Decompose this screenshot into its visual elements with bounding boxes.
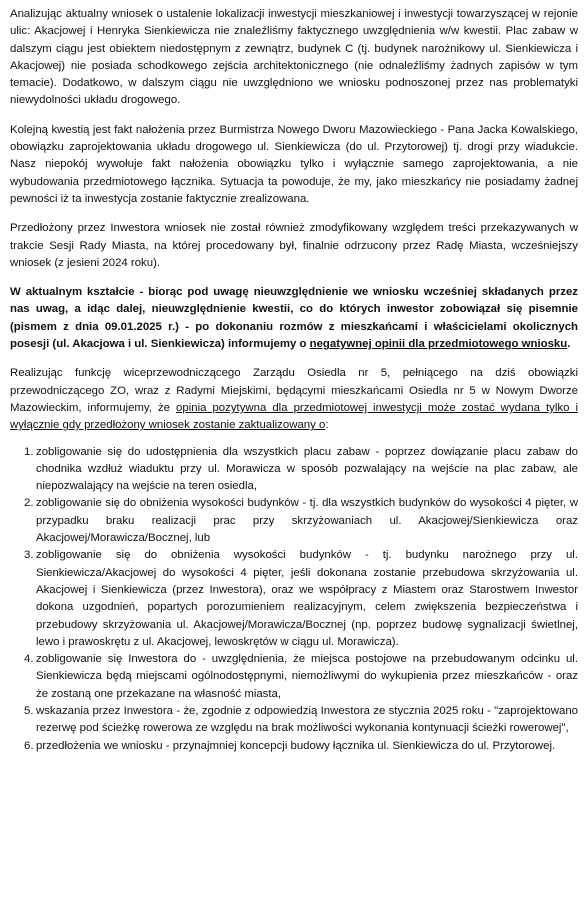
paragraph-1: Analizując aktualny wniosek o ustalenie lokalizacji inwestycji mieszkaniowej i inwestycji towarzyszącej w rejonie ulic: Akacjowej i Henryka Sienkiewicza nie znaleźliśmy faktycznego uwzględnienia w/w kwestii. Plac zabaw w dalszym ciągu jest obiektem niedostępnym z zewnątrz, budynek C (tj. budynek narożnikowy ul. Sienkiewicza i Akacjowej) nie posiada schodkowego zejścia architektonicznego (nie odnaleźliśmy żadnych zapisów w tym temacie). Dodatkowo, w dalszym ciągu nie uwzględniono we wniosku podnoszonej przez nas problematyki niewydolności układu drogowego. <box>10 8 578 107</box>
positive-opinion-phrase: opinia pozytywna dla przedmiotowej inwestycji może zostać wydana tylko i wyłącznie gdy przedłożony wniosek zostanie zaktualizowany o <box>10 401 578 432</box>
paragraph-3: Przedłożony przez Inwestora wniosek nie został również zmodyfikowany względem treści przekazywanych w trakcie Sesji Rady Miasta, na której procedowany był, finalnie odrzucony przez Radę Miasta, wcześniejszy wniosek (z jesieni 2024 roku). <box>10 222 578 269</box>
paragraph-5-text: Realizując funkcję wiceprzewodniczącego Zarządu Osiedla nr 5, pełniącego na dziś obowiązki przewodniczącego ZO, wraz z Radymi Miejskimi, będącymi mieszkańcami Osiedla nr 5 w Nowym Dworze Mazowieckim, informujemy, że <box>10 367 578 414</box>
list-item-text: zobligowanie się do obniżenia wysokości budynków - tj. budynku narożnego przy ul. Sienkiewicza/Akacjowej do wysokości 4 pięter, jeśli dokonana zostanie przebudowa skrzyżowania ul. Akacjowej i Sienkiewicza (przez Inwestora), oraz we współpracy z Miastem oraz Starostwem Inwestor dokona uzgodnień, popartych porozumieniem realizacyjnym, celem zwiększenia bezpieczeństwa i przebudowy skrzyżowania ul. Akacjowej/Morawicza/Bocznej (np. poprzez budowę sygnalizacji świetlnej, lewo i prawoskrętu z ul. Akacjowej, lewoskrętów w ciągu ul. Morawicza). <box>36 549 578 648</box>
list-item <box>10 703 578 738</box>
list-item-number: 2. <box>24 497 34 510</box>
paragraph-2: Kolejną kwestią jest fakt nałożenia przez Burmistrza Nowego Dworu Mazowieckiego - Pana Jacka Kowalskiego, obowiązku zaprojektowania układu drogowego ul. Sienkiewicza (do ul. Przytorowej) tj. drogi przy wiadukcie. Nasz niepokój wywołuje fakt nałożenia obowiązku tylko i wyłącznie samego zaprojektowania, a nie wybudowania przedmiotowego łącznika. Sytuacja ta powoduje, że my, jako mieszkańcy nie posiadamy żadnej pewności iż ta inwestycja zostanie faktycznie zrealizowana. <box>10 123 578 205</box>
list-item-text: zobligowanie się Inwestora do - uwzględnienia, że miejsca postojowe na przebudowanym odcinku ul. Sienkiewicza będą miejscami ogólnodostępnymi, niemożliwymi do wykupienia przez mieszkańców - oraz że zostaną one przekazane na własność miasta, <box>36 653 578 700</box>
list-item-number: 6. <box>24 739 34 752</box>
list-item <box>10 495 578 547</box>
paragraph-4-end: . <box>567 338 571 351</box>
list-item-text: zobligowanie się do obniżenia wysokości budynków - tj. dla wszystkich budynków do wysokości 4 pięter, w przypadku braku realizacji prac przy skrzyżowaniach ul. Akacjowej/Sienkiewicza oraz Akacjowej/Morawicza/Bocznej, lub <box>36 497 578 545</box>
list-item-number: 4. <box>24 653 34 666</box>
list-item-number: 5. <box>24 704 34 717</box>
list-item <box>10 444 578 496</box>
list-item <box>10 547 578 651</box>
document-page <box>10 6 578 755</box>
list-item-number: 3. <box>24 549 34 562</box>
list-item <box>10 651 578 703</box>
list-item-text: zobligowanie się do udostępnienia dla wszystkich placu zabaw - poprzez dowiązanie placu zabaw do chodnika wzdłuż wiaduktu przy ul. Morawicza w sposób pozwalający na wejście na plac zabaw, ale niepozwalający na wejście na teren osiedla, <box>36 445 578 493</box>
list-item <box>10 738 578 755</box>
paragraph-4 <box>10 284 578 353</box>
conditions-list <box>10 444 578 755</box>
paragraph-5 <box>10 365 578 434</box>
paragraph-5-end: : <box>325 419 329 432</box>
paragraph-4-text: W aktualnym kształcie - biorąc pod uwagę nieuwzględnienie we wniosku wcześniej składanych przez nas uwag, a idąc dalej, nieuwzględnienie kwestii, co do których inwestor zobowiązał się pisemnie (pismem z dnia 09.01.2025 r.) - po dokonaniu rozmów z mieszkańcami i właścicielami okolicznych posesji (ul. Akacjowa i ul. Sienkiewicza) informujemy o <box>10 286 578 351</box>
list-item-text: wskazania przez Inwestora - że, zgodnie z odpowiedzią Inwestora ze stycznia 2025 roku - "zaprojektowano rezerwę pod ścieżkę rowerowa ze względu na brak możliwości wykonania kontynuacji ścieżki rowerowej", <box>36 704 578 735</box>
negative-opinion-phrase: negatywnej opinii dla przedmiotowego wniosku <box>309 338 568 351</box>
list-item-number: 1. <box>24 445 34 458</box>
list-item-text: przedłożenia we wniosku - przynajmniej koncepcji budowy łącznika ul. Sienkiewicza do ul. Przytorowej. <box>36 739 556 752</box>
